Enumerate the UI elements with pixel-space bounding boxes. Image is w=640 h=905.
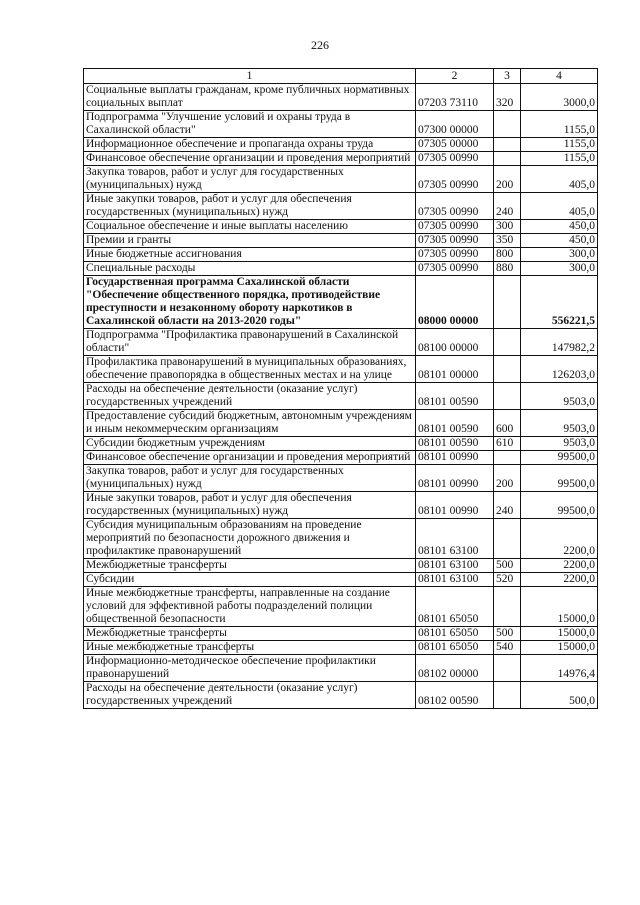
row-code-cell: 08101 00990 — [416, 451, 494, 465]
row-name-cell: Подпрограмма "Профилактика правонарушений в Сахалинской области" — [84, 329, 416, 356]
row-code-cell: 07305 00990 — [416, 234, 494, 248]
row-name-cell: Государственная программа Сахалинской области "Обеспечение общественного порядка, противодействие преступности и незаконному обороту наркотиков в Сахалинской области на 2013-2020 годы" — [84, 276, 416, 329]
row-name-cell: Социальное обеспечение и иные выплаты населению — [84, 220, 416, 234]
table-row — [84, 152, 598, 166]
table-row — [84, 138, 598, 152]
table-row — [84, 276, 598, 329]
row-name-cell: Социальные выплаты гражданам, кроме публичных нормативных социальных выплат — [84, 84, 416, 111]
table-row — [84, 641, 598, 655]
row-code-cell: 07305 00990 — [416, 248, 494, 262]
row-amount-cell: 300,0 — [521, 262, 598, 276]
row-amount-cell: 147982,2 — [521, 329, 598, 356]
row-amount-cell: 450,0 — [521, 220, 598, 234]
budget-table — [83, 68, 598, 709]
row-type-cell: 200 — [494, 166, 521, 193]
row-amount-cell: 405,0 — [521, 193, 598, 220]
row-name-cell: Иные бюджетные ассигнования — [84, 248, 416, 262]
table-row — [84, 587, 598, 627]
table-row — [84, 84, 598, 111]
table-header — [84, 69, 598, 84]
row-amount-cell: 2200,0 — [521, 559, 598, 573]
table-row — [84, 193, 598, 220]
row-amount-cell: 14976,4 — [521, 655, 598, 682]
row-amount-cell: 99500,0 — [521, 465, 598, 492]
table-row — [84, 383, 598, 410]
row-amount-cell: 9503,0 — [521, 410, 598, 437]
row-type-cell — [494, 587, 521, 627]
row-name-cell: Расходы на обеспечение деятельности (оказание услуг) государственных учреждений — [84, 682, 416, 709]
row-type-cell — [494, 682, 521, 709]
row-code-cell: 08101 00590 — [416, 410, 494, 437]
row-name-cell: Межбюджетные трансферты — [84, 559, 416, 573]
row-type-cell — [494, 451, 521, 465]
row-code-cell: 07305 00990 — [416, 193, 494, 220]
table-row — [84, 356, 598, 383]
row-name-cell: Субсидия муниципальным образованиям на проведение мероприятий по безопасности дорожного движения и профилактике правонарушений — [84, 519, 416, 559]
row-type-cell: 500 — [494, 559, 521, 573]
column-header-code: 2 — [416, 69, 494, 84]
row-amount-cell: 9503,0 — [521, 437, 598, 451]
row-name-cell: Иные закупки товаров, работ и услуг для обеспечения государственных (муниципальных) нужд — [84, 193, 416, 220]
table-row — [84, 234, 598, 248]
table-row — [84, 519, 598, 559]
table-row — [84, 410, 598, 437]
table-row — [84, 220, 598, 234]
row-code-cell: 08101 00590 — [416, 437, 494, 451]
table-row — [84, 492, 598, 519]
table-row — [84, 573, 598, 587]
table-row — [84, 166, 598, 193]
row-amount-cell: 99500,0 — [521, 451, 598, 465]
row-code-cell: 07305 00990 — [416, 220, 494, 234]
row-amount-cell: 1155,0 — [521, 138, 598, 152]
row-amount-cell: 3000,0 — [521, 84, 598, 111]
row-code-cell: 07305 00990 — [416, 166, 494, 193]
row-amount-cell: 126203,0 — [521, 356, 598, 383]
row-type-cell — [494, 383, 521, 410]
row-name-cell: Премии и гранты — [84, 234, 416, 248]
row-amount-cell: 15000,0 — [521, 627, 598, 641]
row-type-cell — [494, 138, 521, 152]
row-code-cell: 08101 00990 — [416, 465, 494, 492]
row-type-cell: 800 — [494, 248, 521, 262]
row-code-cell: 08000 00000 — [416, 276, 494, 329]
row-code-cell: 08101 63100 — [416, 519, 494, 559]
row-name-cell: Межбюджетные трансферты — [84, 627, 416, 641]
column-header-name: 1 — [84, 69, 416, 84]
row-name-cell: Информационное обеспечение и пропаганда охраны труда — [84, 138, 416, 152]
table-body — [84, 84, 598, 709]
row-code-cell: 07305 00990 — [416, 262, 494, 276]
row-code-cell: 08101 00990 — [416, 492, 494, 519]
row-type-cell: 350 — [494, 234, 521, 248]
row-code-cell: 08101 65050 — [416, 627, 494, 641]
row-type-cell: 880 — [494, 262, 521, 276]
column-header-type: 3 — [494, 69, 521, 84]
row-code-cell: 07305 00000 — [416, 138, 494, 152]
table-row — [84, 437, 598, 451]
row-type-cell — [494, 655, 521, 682]
row-name-cell: Субсидии бюджетным учреждениям — [84, 437, 416, 451]
header-row — [84, 69, 598, 84]
table-row — [84, 262, 598, 276]
row-name-cell: Информационно-методическое обеспечение профилактики правонарушений — [84, 655, 416, 682]
table-row — [84, 248, 598, 262]
row-amount-cell: 9503,0 — [521, 383, 598, 410]
row-code-cell: 07203 73110 — [416, 84, 494, 111]
row-amount-cell: 1155,0 — [521, 111, 598, 138]
row-amount-cell: 556221,5 — [521, 276, 598, 329]
row-amount-cell: 99500,0 — [521, 492, 598, 519]
row-type-cell — [494, 276, 521, 329]
row-type-cell: 500 — [494, 627, 521, 641]
row-type-cell — [494, 152, 521, 166]
column-header-amount: 4 — [521, 69, 598, 84]
row-type-cell: 240 — [494, 492, 521, 519]
row-type-cell: 540 — [494, 641, 521, 655]
row-code-cell: 08101 00000 — [416, 356, 494, 383]
row-amount-cell: 15000,0 — [521, 641, 598, 655]
table-row — [84, 682, 598, 709]
row-code-cell: 08101 65050 — [416, 641, 494, 655]
row-amount-cell: 2200,0 — [521, 573, 598, 587]
row-code-cell: 08101 63100 — [416, 573, 494, 587]
row-code-cell: 08101 63100 — [416, 559, 494, 573]
row-amount-cell: 15000,0 — [521, 587, 598, 627]
table-row — [84, 451, 598, 465]
row-amount-cell: 450,0 — [521, 234, 598, 248]
row-name-cell: Субсидии — [84, 573, 416, 587]
row-name-cell: Расходы на обеспечение деятельности (оказание услуг) государственных учреждений — [84, 383, 416, 410]
row-name-cell: Иные межбюджетные трансферты — [84, 641, 416, 655]
row-code-cell: 08101 00590 — [416, 383, 494, 410]
table-row — [84, 627, 598, 641]
row-type-cell — [494, 329, 521, 356]
row-code-cell: 07305 00990 — [416, 152, 494, 166]
row-amount-cell: 1155,0 — [521, 152, 598, 166]
row-type-cell — [494, 519, 521, 559]
row-type-cell — [494, 111, 521, 138]
row-name-cell: Предоставление субсидий бюджетным, автономным учреждениям и иным некоммерческим организациям — [84, 410, 416, 437]
page-number: 226 — [311, 38, 329, 52]
table-row — [84, 559, 598, 573]
row-amount-cell: 500,0 — [521, 682, 598, 709]
row-name-cell: Финансовое обеспечение организации и проведения мероприятий — [84, 451, 416, 465]
row-type-cell: 200 — [494, 465, 521, 492]
row-name-cell: Профилактика правонарушений в муниципальных образованиях, обеспечение правопорядка в общественных местах и на улице — [84, 356, 416, 383]
row-amount-cell: 2200,0 — [521, 519, 598, 559]
row-type-cell: 610 — [494, 437, 521, 451]
row-name-cell: Подпрограмма "Улучшение условий и охраны труда в Сахалинской области" — [84, 111, 416, 138]
row-name-cell: Закупка товаров, работ и услуг для государственных (муниципальных) нужд — [84, 166, 416, 193]
table-row — [84, 111, 598, 138]
table-row — [84, 655, 598, 682]
row-type-cell: 240 — [494, 193, 521, 220]
row-name-cell: Закупка товаров, работ и услуг для государственных (муниципальных) нужд — [84, 465, 416, 492]
row-type-cell: 300 — [494, 220, 521, 234]
row-type-cell: 520 — [494, 573, 521, 587]
table-row — [84, 465, 598, 492]
row-name-cell: Специальные расходы — [84, 262, 416, 276]
row-type-cell — [494, 356, 521, 383]
row-amount-cell: 300,0 — [521, 248, 598, 262]
row-code-cell: 07300 00000 — [416, 111, 494, 138]
row-type-cell: 320 — [494, 84, 521, 111]
table-row — [84, 329, 598, 356]
row-name-cell: Финансовое обеспечение организации и проведения мероприятий — [84, 152, 416, 166]
row-code-cell: 08100 00000 — [416, 329, 494, 356]
row-code-cell: 08102 00590 — [416, 682, 494, 709]
row-name-cell: Иные межбюджетные трансферты, направленные на создание условий для эффективной работы подразделений полиции общественной безопасности — [84, 587, 416, 627]
row-type-cell: 600 — [494, 410, 521, 437]
row-amount-cell: 405,0 — [521, 166, 598, 193]
row-code-cell: 08102 00000 — [416, 655, 494, 682]
row-name-cell: Иные закупки товаров, работ и услуг для обеспечения государственных (муниципальных) нужд — [84, 492, 416, 519]
row-code-cell: 08101 65050 — [416, 587, 494, 627]
